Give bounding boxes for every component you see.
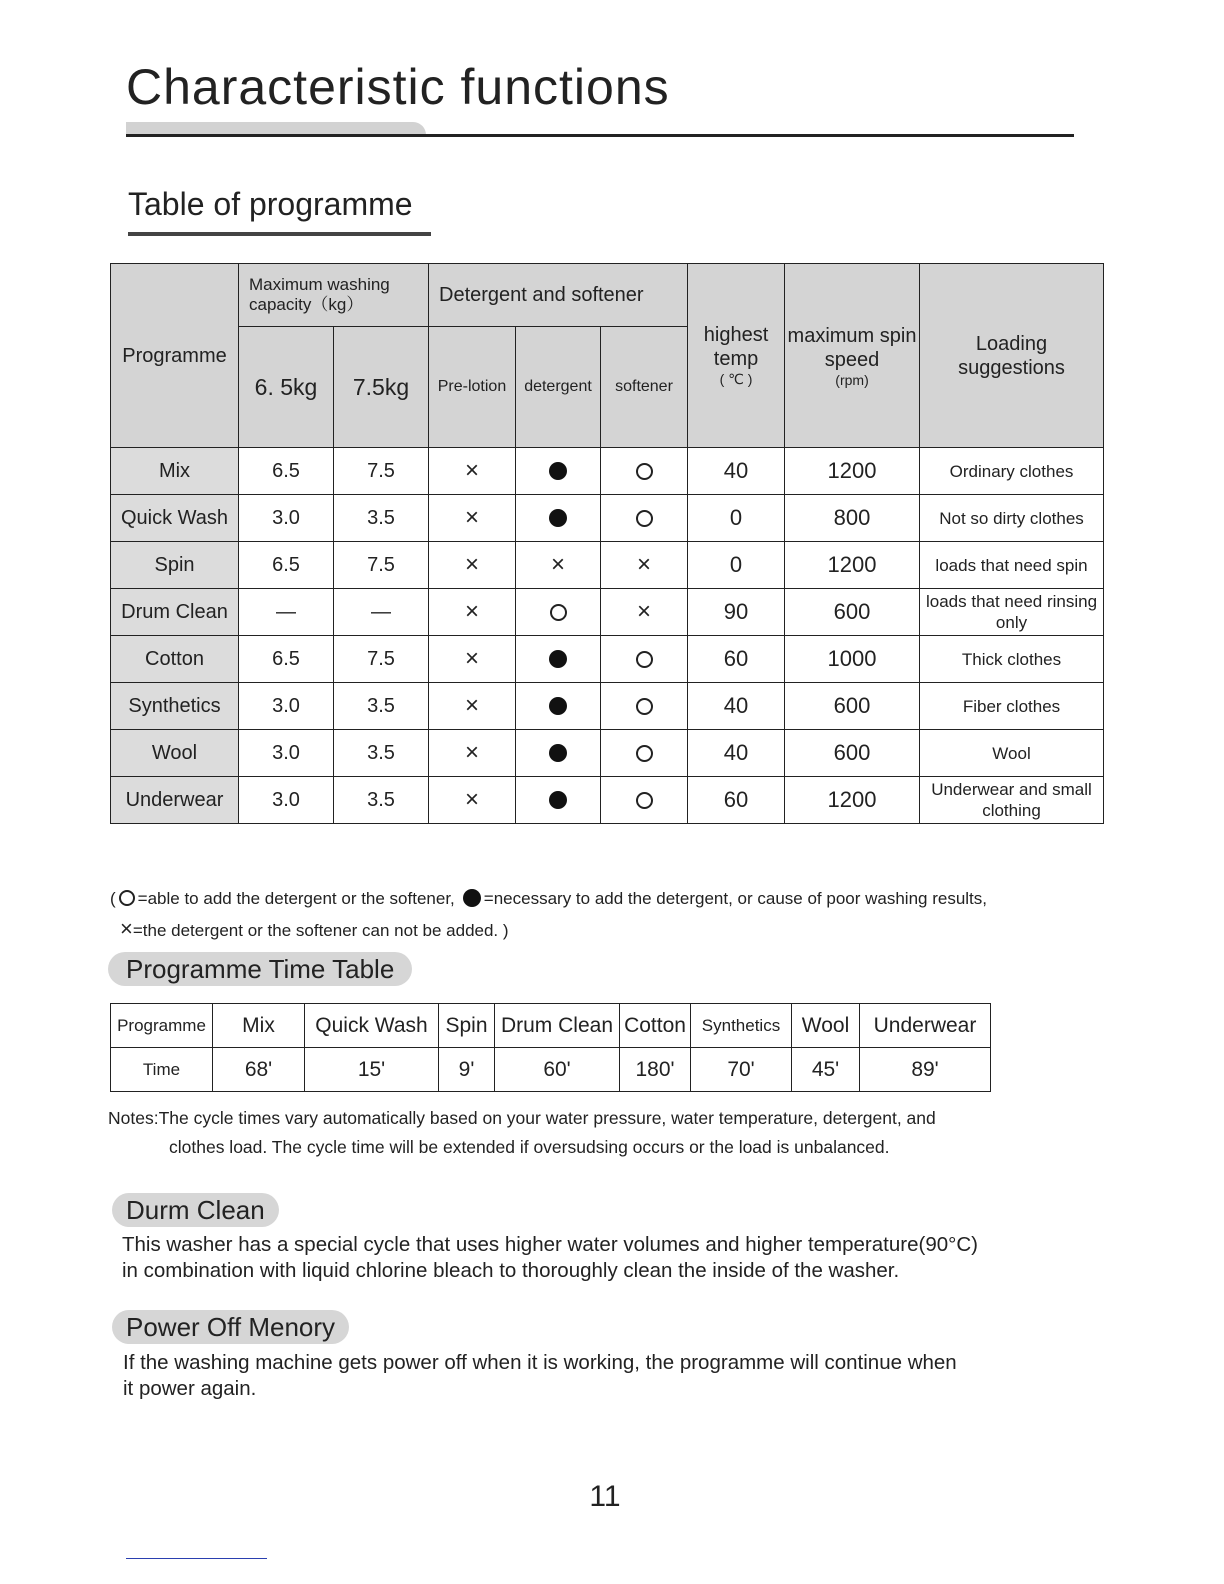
legend-cross-text: =the detergent or the softener can not be added. )	[132, 921, 509, 940]
notes-line-2: clothes load. The cycle time will be extended if oversudsing occurs or the load is unbalanced.	[169, 1137, 890, 1157]
section-title-time-table: Programme Time Table	[108, 952, 412, 986]
cross-symbol-icon: ×	[464, 738, 479, 766]
time-table-time: 68'	[213, 1048, 305, 1092]
programme-name: Spin	[111, 542, 239, 589]
programme-table	[110, 263, 1104, 824]
max-spin-value: 800	[785, 495, 920, 542]
softener-cell	[601, 448, 688, 495]
circle-symbol-icon	[636, 745, 653, 762]
softener-cell	[601, 636, 688, 683]
capacity-6-5-value: —	[239, 589, 334, 636]
softener-cell	[601, 542, 688, 589]
highest-temp-value: 40	[688, 683, 785, 730]
loading-suggestion: Fiber clothes	[920, 683, 1104, 730]
subtitle-underline	[128, 232, 431, 236]
header-temp-unit: ( ℃ )	[719, 371, 753, 387]
softener-cell	[601, 589, 688, 636]
pre-lotion-cell	[429, 448, 516, 495]
highest-temp-value: 40	[688, 448, 785, 495]
programme-row	[111, 683, 1104, 730]
filled-dot-symbol-icon	[549, 650, 567, 668]
header-max-capacity: Maximum washing capacity（kg）	[239, 264, 429, 327]
capacity-6-5-value: 6.5	[239, 542, 334, 589]
programme-name: Synthetics	[111, 683, 239, 730]
programme-row	[111, 730, 1104, 777]
header-pre-lotion: Pre-lotion	[429, 327, 516, 448]
section-title-drum-clean: Durm Clean	[112, 1193, 279, 1227]
filled-dot-symbol-icon	[549, 697, 567, 715]
detergent-cell	[516, 730, 601, 777]
header-capacity-7-5: 7.5kg	[334, 327, 429, 448]
legend-open-paren: (	[110, 889, 116, 908]
capacity-6-5-value: 3.0	[239, 777, 334, 824]
highest-temp-value: 40	[688, 730, 785, 777]
time-table-programme-row	[111, 1004, 991, 1048]
loading-suggestion: loads that need rinsing only	[920, 589, 1104, 636]
loading-suggestion: Underwear and small clothing	[920, 777, 1104, 824]
softener-cell	[601, 730, 688, 777]
symbol-legend	[110, 884, 1110, 946]
page-title: Characteristic functions	[126, 59, 670, 115]
max-spin-value: 1200	[785, 542, 920, 589]
time-table-time: 9'	[439, 1048, 495, 1092]
filled-dot-symbol-icon	[549, 462, 567, 480]
header-detergent: detergent	[516, 327, 601, 448]
capacity-6-5-value: 3.0	[239, 730, 334, 777]
highest-temp-value: 60	[688, 777, 785, 824]
loading-suggestion: loads that need spin	[920, 542, 1104, 589]
time-table-programme: Quick Wash	[305, 1004, 439, 1048]
capacity-6-5-value: 6.5	[239, 448, 334, 495]
filled-dot-symbol-icon	[463, 889, 481, 907]
time-table-time: 45'	[792, 1048, 860, 1092]
header-highest-temp	[688, 264, 785, 448]
circle-symbol-icon	[119, 890, 135, 906]
header-softener: softener	[601, 327, 688, 448]
drum-clean-line-1: This washer has a special cycle that uses higher water volumes and higher temperature(90°C)	[122, 1233, 978, 1256]
capacity-6-5-value: 3.0	[239, 683, 334, 730]
max-spin-value: 1200	[785, 777, 920, 824]
programme-row	[111, 542, 1104, 589]
programme-table-body	[111, 448, 1104, 824]
loading-suggestion: Ordinary clothes	[920, 448, 1104, 495]
time-table-time: 15'	[305, 1048, 439, 1092]
time-table-programme: Synthetics	[691, 1004, 792, 1048]
programme-row	[111, 448, 1104, 495]
max-spin-value: 600	[785, 589, 920, 636]
legend-line-1	[110, 884, 1110, 914]
softener-cell	[601, 683, 688, 730]
detergent-cell	[516, 589, 601, 636]
time-table-programme: Cotton	[620, 1004, 691, 1048]
softener-cell	[601, 777, 688, 824]
filled-dot-symbol-icon	[549, 744, 567, 762]
cross-symbol-icon: ×	[120, 916, 133, 941]
header-detergent-softener: Detergent and softener	[429, 264, 688, 327]
time-table-time: 70'	[691, 1048, 792, 1092]
time-table-programme: Underwear	[860, 1004, 991, 1048]
time-table-time: 60'	[495, 1048, 620, 1092]
capacity-6-5-value: 3.0	[239, 495, 334, 542]
cross-symbol-icon: ×	[464, 550, 479, 578]
capacity-7-5-value: —	[334, 589, 429, 636]
page-number: 11	[589, 1480, 621, 1513]
legend-circle-text: =able to add the detergent or the softener,	[137, 889, 455, 908]
capacity-7-5-value: 7.5	[334, 636, 429, 683]
circle-symbol-icon	[550, 604, 567, 621]
filled-dot-symbol-icon	[549, 509, 567, 527]
footer-rule	[126, 1558, 267, 1559]
time-table-time-row	[111, 1048, 991, 1092]
notes-line-1: Notes:The cycle times vary automatically based on your water pressure, water temperature, detergent, and	[108, 1108, 936, 1128]
loading-suggestion: Not so dirty clothes	[920, 495, 1104, 542]
programme-time-table	[110, 1003, 991, 1092]
detergent-cell	[516, 777, 601, 824]
cross-symbol-icon: ×	[637, 550, 652, 578]
cross-symbol-icon: ×	[550, 550, 565, 578]
capacity-7-5-value: 3.5	[334, 683, 429, 730]
header-max-spin-label: maximum spin speed	[787, 324, 917, 371]
cross-symbol-icon: ×	[464, 456, 479, 484]
pre-lotion-cell	[429, 683, 516, 730]
drum-clean-description	[122, 1232, 1112, 1284]
power-off-line-1: If the washing machine gets power off when it is working, the programme will continue when	[123, 1351, 957, 1374]
detergent-cell	[516, 636, 601, 683]
time-table-programme: Mix	[213, 1004, 305, 1048]
highest-temp-value: 0	[688, 542, 785, 589]
time-table-time: 180'	[620, 1048, 691, 1092]
legend-dot-text: =necessary to add the detergent, or cause of poor washing results,	[483, 889, 987, 908]
time-table-programme-label: Programme	[111, 1004, 213, 1048]
softener-cell	[601, 495, 688, 542]
cycle-time-notes	[108, 1104, 1098, 1162]
detergent-cell	[516, 542, 601, 589]
circle-symbol-icon	[636, 792, 653, 809]
programme-row	[111, 589, 1104, 636]
power-off-memory-description	[123, 1350, 1113, 1402]
programme-row	[111, 777, 1104, 824]
max-spin-value: 600	[785, 683, 920, 730]
max-spin-value: 1200	[785, 448, 920, 495]
programme-name: Cotton	[111, 636, 239, 683]
pre-lotion-cell	[429, 730, 516, 777]
capacity-7-5-value: 7.5	[334, 448, 429, 495]
loading-suggestion: Wool	[920, 730, 1104, 777]
section-title-power-off-memory: Power Off Menory	[112, 1310, 349, 1344]
loading-suggestion: Thick clothes	[920, 636, 1104, 683]
cross-symbol-icon: ×	[464, 691, 479, 719]
highest-temp-value: 90	[688, 589, 785, 636]
time-table-programme: Drum Clean	[495, 1004, 620, 1048]
capacity-7-5-value: 3.5	[334, 495, 429, 542]
drum-clean-line-2: in combination with liquid chlorine bleach to thoroughly clean the inside of the washer.	[122, 1259, 900, 1282]
programme-name: Quick Wash	[111, 495, 239, 542]
max-spin-value: 600	[785, 730, 920, 777]
header-loading: Loading suggestions	[920, 264, 1104, 448]
programme-name: Mix	[111, 448, 239, 495]
programme-row	[111, 636, 1104, 683]
circle-symbol-icon	[636, 510, 653, 527]
header-highest-temp-label: highest temp	[703, 324, 769, 370]
pre-lotion-cell	[429, 542, 516, 589]
programme-name: Underwear	[111, 777, 239, 824]
programme-name: Wool	[111, 730, 239, 777]
header-programme: Programme	[111, 264, 239, 448]
cross-symbol-icon: ×	[464, 597, 479, 625]
time-table-programme: Wool	[792, 1004, 860, 1048]
pre-lotion-cell	[429, 777, 516, 824]
header-max-spin	[785, 264, 920, 448]
filled-dot-symbol-icon	[549, 791, 567, 809]
time-table-time: 89'	[860, 1048, 991, 1092]
capacity-7-5-value: 3.5	[334, 730, 429, 777]
time-table-programme: Spin	[439, 1004, 495, 1048]
header-capacity-6-5: 6. 5kg	[239, 327, 334, 448]
detergent-cell	[516, 495, 601, 542]
circle-symbol-icon	[636, 698, 653, 715]
power-off-line-2: it power again.	[123, 1377, 257, 1400]
cross-symbol-icon: ×	[464, 503, 479, 531]
circle-symbol-icon	[636, 651, 653, 668]
header-spin-unit: (rpm)	[835, 371, 869, 388]
capacity-7-5-value: 3.5	[334, 777, 429, 824]
title-underline	[126, 134, 1074, 137]
programme-row	[111, 495, 1104, 542]
capacity-7-5-value: 7.5	[334, 542, 429, 589]
programme-name: Drum Clean	[111, 589, 239, 636]
max-spin-value: 1000	[785, 636, 920, 683]
highest-temp-value: 0	[688, 495, 785, 542]
circle-symbol-icon	[636, 463, 653, 480]
detergent-cell	[516, 448, 601, 495]
pre-lotion-cell	[429, 589, 516, 636]
detergent-cell	[516, 683, 601, 730]
highest-temp-value: 60	[688, 636, 785, 683]
pre-lotion-cell	[429, 636, 516, 683]
cross-symbol-icon: ×	[637, 597, 652, 625]
pre-lotion-cell	[429, 495, 516, 542]
cross-symbol-icon: ×	[464, 785, 479, 813]
legend-line-2	[110, 914, 1110, 946]
cross-symbol-icon: ×	[464, 644, 479, 672]
time-table-time-label: Time	[111, 1048, 213, 1092]
section-title-programme-table: Table of programme	[128, 186, 413, 222]
capacity-6-5-value: 6.5	[239, 636, 334, 683]
